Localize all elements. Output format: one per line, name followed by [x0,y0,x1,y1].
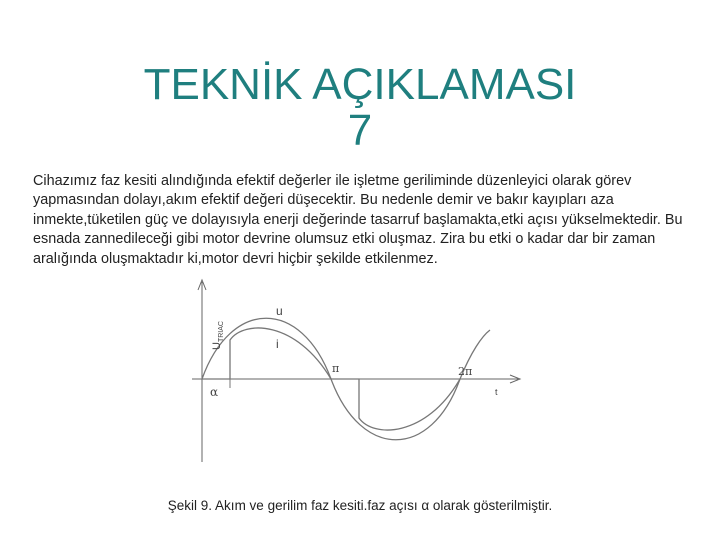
y-axis-label-main: U [211,342,223,350]
label-alpha: α [210,385,219,399]
page-title [0,62,720,154]
label-u: u [276,304,283,318]
page-title-line-2: 7 [347,106,373,155]
waveform-figure [186,278,526,468]
label-two-pi: 2π [458,365,473,378]
y-axis-label-subscript: TRIAC [218,321,225,343]
y-axis-label [211,321,225,350]
body-paragraph: Cihazımız faz kesiti alındığında efektif değerler ile işletme geriliminde düzenleyici olarak görev yapmasından dolayı,akım efektif değeri düşecektir. Bu nedenle demir ve bakır kayıpları aza inmekte,tüketilen güç ve dolayısıyla enerji değerinde tasarruf başlamakta,etki açısı yükselmektedir. Bu esnada zannedileceği gibi motor devrine olumsuz etki oluşmaz. Zira bu etki o kadar dar bir zaman aralığında oluşmaktadır ki,motor devri hiçbir şekilde etkilenmez. [33,173,683,267]
label-pi: π [332,362,340,375]
label-t: t [495,387,498,397]
figure-caption: Şekil 9. Akım ve gerilim faz kesiti.faz açısı α olarak gösterilmiştir. [167,498,553,513]
page-title-line-1: TEKNİK AÇIKLAMASI [143,60,577,109]
label-i: i [276,337,279,351]
waveform-diagram [186,278,526,468]
current-curve-i-negative [331,379,460,430]
